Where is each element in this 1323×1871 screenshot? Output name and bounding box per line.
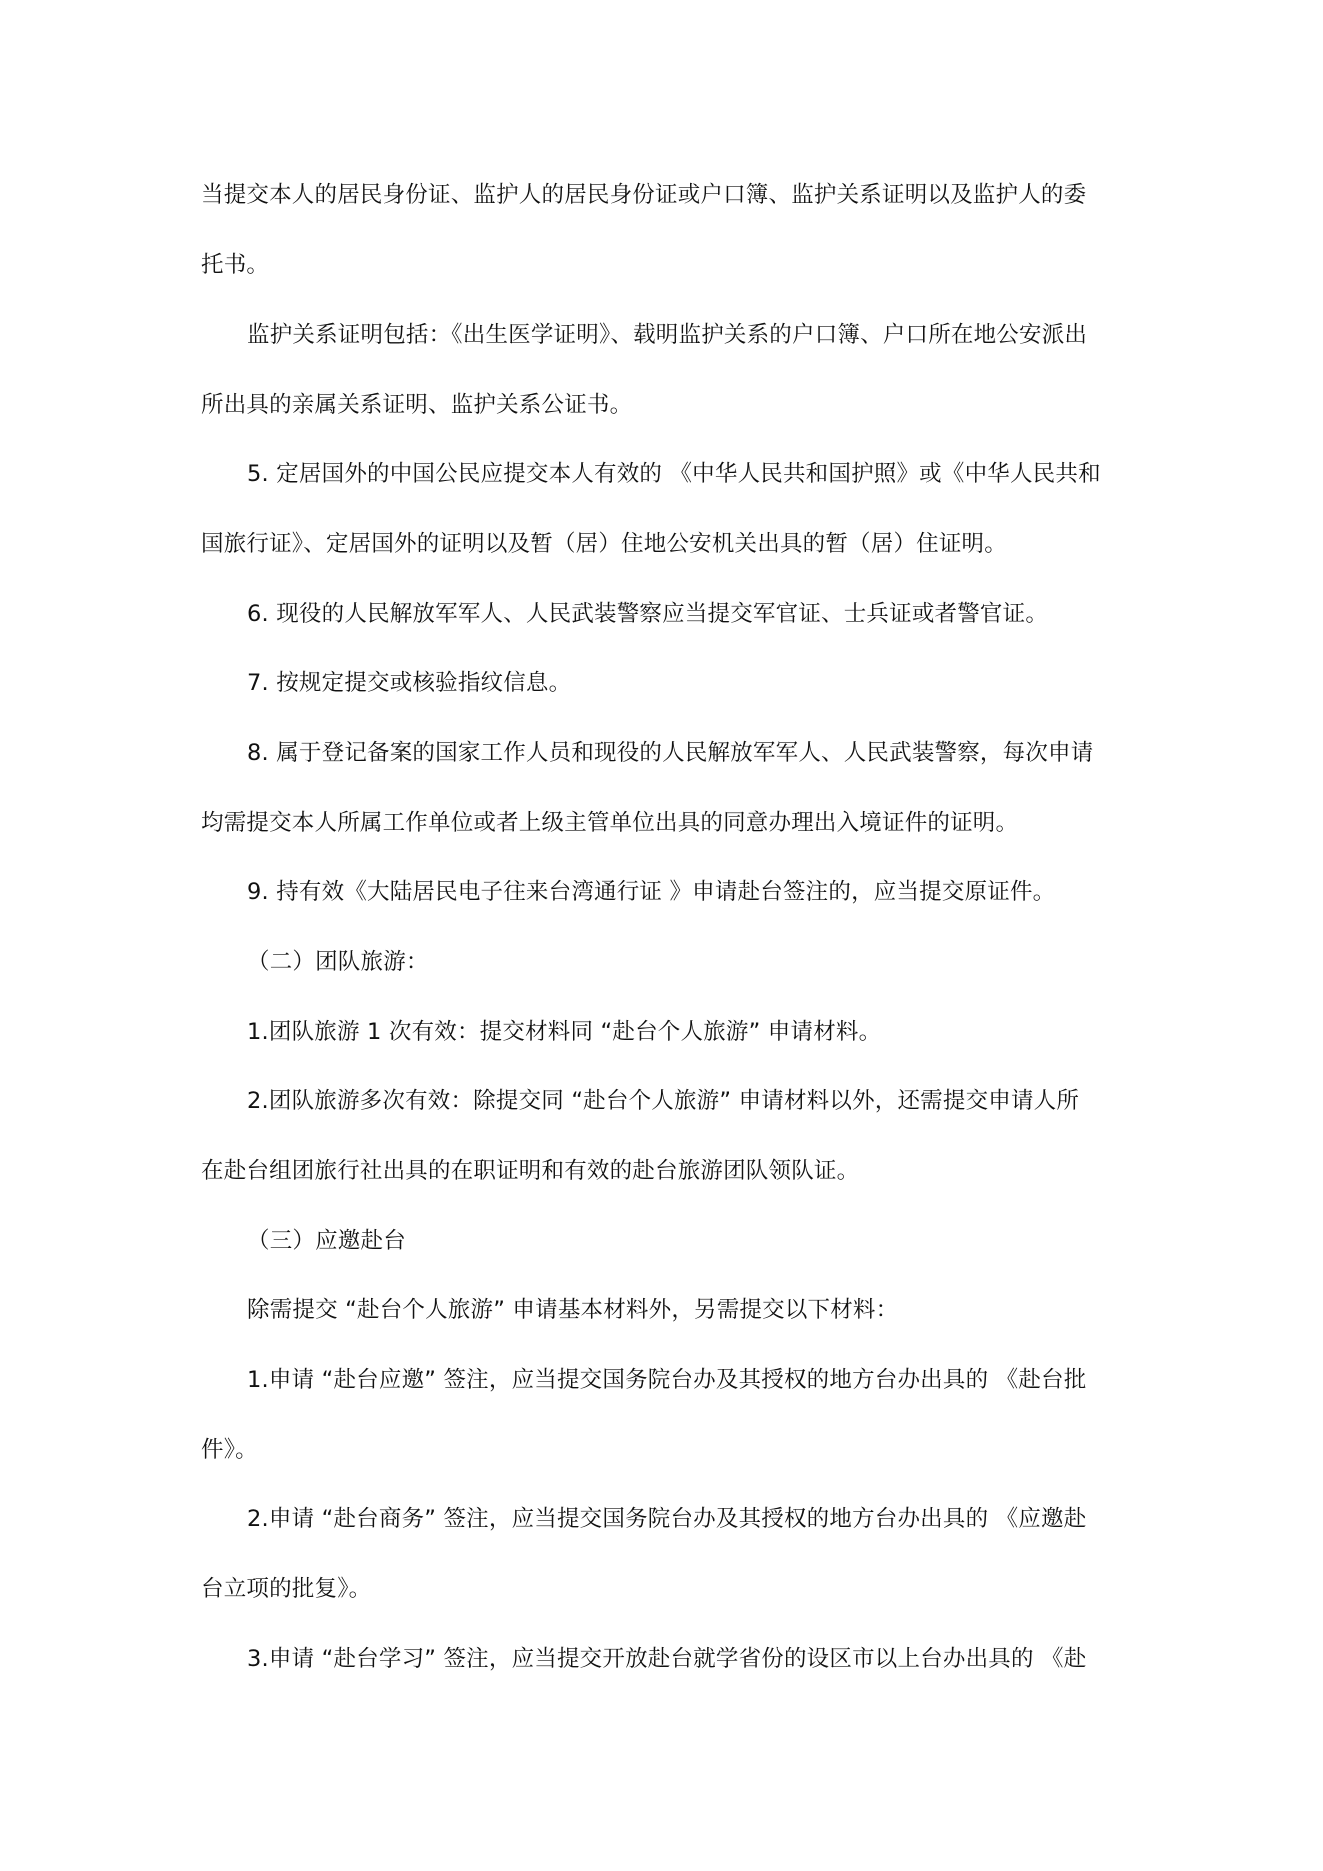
paragraph-line: 2.团队旅游多次有效：除提交同 “赴台个人旅游” 申请材料以外，还需提交申请人所 — [247, 1088, 1080, 1114]
paragraph-line: 2.申请 “赴台商务” 签注，应当提交国务院台办及其授权的地方台办出具的 《应邀赴 — [247, 1506, 1087, 1532]
paragraph-line: 在赴台组团旅行社出具的在职证明和有效的赴台旅游团队领队证。 — [201, 1158, 860, 1184]
paragraph-line: 当提交本人的居民身份证、监护人的居民身份证或户口簿、监护关系证明以及监护人的委 — [201, 182, 1087, 208]
paragraph-line: 1.申请 “赴台应邀” 签注，应当提交国务院台办及其授权的地方台办出具的 《赴台批 — [247, 1367, 1087, 1393]
paragraph-line: 所出具的亲属关系证明、监护关系公证书。 — [201, 392, 633, 418]
paragraph-line: 国旅行证》、定居国外的证明以及暂（居）住地公安机关出具的暂（居）住证明。 — [201, 531, 1007, 557]
paragraph-line: 件》。 — [201, 1437, 258, 1463]
paragraph-line: 5. 定居国外的中国公民应提交本人有效的 《中华人民共和国护照》或《中华人民共和 — [247, 461, 1101, 487]
paragraph-line: 6. 现役的人民解放军军人、人民武装警察应当提交军官证、士兵证或者警官证。 — [247, 601, 1049, 627]
paragraph-line: 3.申请 “赴台学习” 签注，应当提交开放赴台就学省份的设区市以上台办出具的 《赴 — [247, 1646, 1087, 1672]
paragraph-line: 均需提交本人所属工作单位或者上级主管单位出具的同意办理出入境证件的证明。 — [201, 810, 1019, 836]
paragraph-line: 除需提交 “赴台个人旅游” 申请基本材料外，另需提交以下材料： — [247, 1297, 899, 1323]
paragraph-line: 8. 属于登记备案的国家工作人员和现役的人民解放军军人、人民武装警察，每次申请 — [247, 740, 1094, 766]
section-heading: （三）应邀赴台 — [247, 1228, 406, 1254]
paragraph-line: 1.团队旅游 1 次有效：提交材料同 “赴台个人旅游” 申请材料。 — [247, 1019, 882, 1045]
paragraph-line: 7. 按规定提交或核验指纹信息。 — [247, 670, 572, 696]
section-heading: （二）团队旅游： — [247, 949, 429, 975]
paragraph-line: 监护关系证明包括：《出生医学证明》、载明监护关系的户口簿、户口所在地公安派出 — [247, 322, 1088, 348]
paragraph-line: 托书。 — [201, 252, 270, 278]
paragraph-line: 9. 持有效《大陆居民电子往来台湾通行证 》申请赴台签注的，应当提交原证件。 — [247, 879, 1056, 905]
paragraph-line: 台立项的批复》。 — [201, 1576, 372, 1602]
